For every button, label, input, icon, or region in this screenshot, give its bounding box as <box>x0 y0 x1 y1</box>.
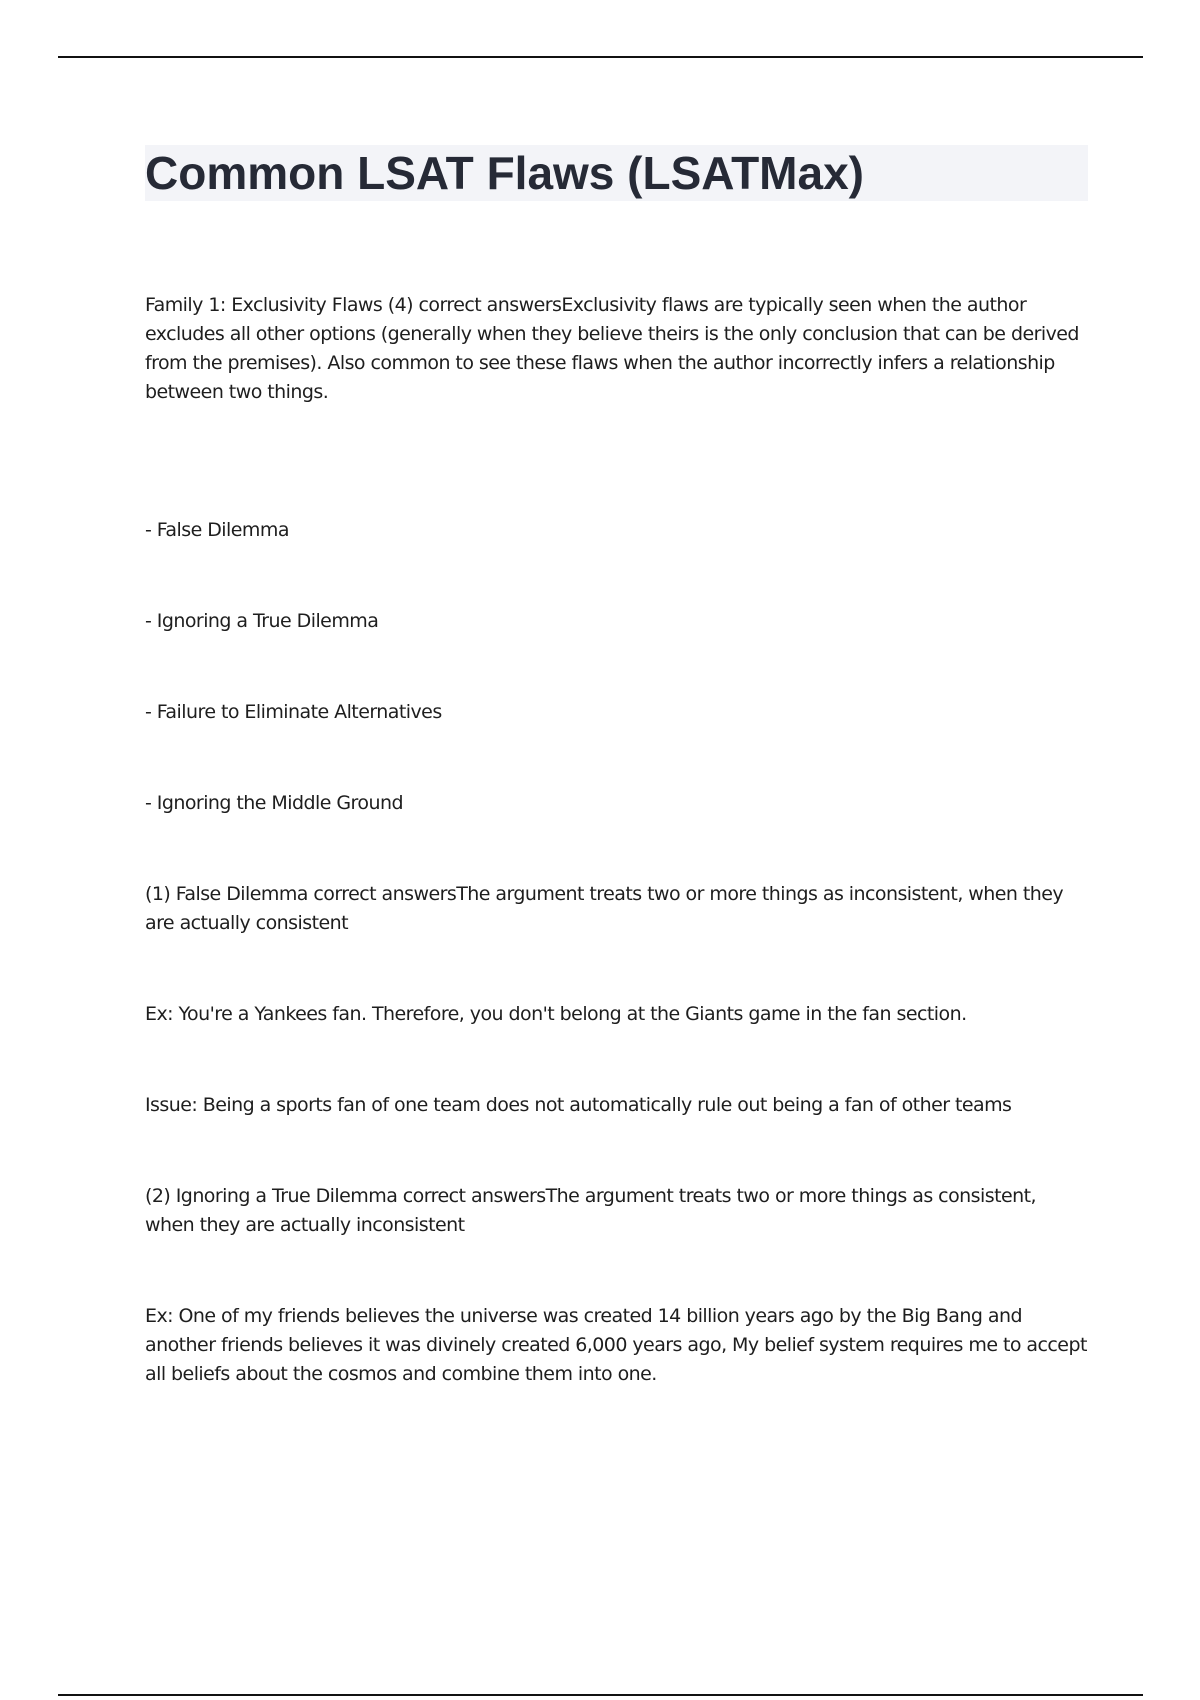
example-2-paragraph: Ex: One of my friends believes the universe was created 14 billion years ago by the Big Bang and another friends believes it was divinely created 6,000 years ago, My belief system requires me to accept all beliefs about the cosmos and combine them into one. <box>145 1305 1087 1385</box>
list-item-middle-ground: - Ignoring the Middle Ground <box>145 792 403 814</box>
intro-paragraph: Family 1: Exclusivity Flaws (4) correct answersExclusivity flaws are typically seen when the author excludes all other options (generally when they believe theirs is the only conclusion that can be derived from the premises). Also common to see these flaws when the author incorrectly infers a relationship between two things. <box>145 294 1079 403</box>
example-1-paragraph: Ex: You're a Yankees fan. Therefore, you don't belong at the Giants game in the fan section. <box>145 1003 967 1025</box>
bottom-rule <box>58 1694 1143 1696</box>
list-item-failure-to-eliminate: - Failure to Eliminate Alternatives <box>145 701 442 723</box>
false-dilemma-paragraph: (1) False Dilemma correct answersThe argument treats two or more things as inconsistent, when they are actually consistent <box>145 883 1064 934</box>
ignoring-true-dilemma-paragraph: (2) Ignoring a True Dilemma correct answersThe argument treats two or more things as consistent, when they are actually inconsistent <box>145 1185 1036 1236</box>
list-item-ignoring-true-dilemma: - Ignoring a True Dilemma <box>145 610 379 632</box>
page-title: Common LSAT Flaws (LSATMax) <box>145 147 864 199</box>
list-item-false-dilemma: - False Dilemma <box>145 519 289 541</box>
top-rule <box>58 56 1143 58</box>
issue-1-paragraph: Issue: Being a sports fan of one team does not automatically rule out being a fan of other teams <box>145 1094 1012 1116</box>
